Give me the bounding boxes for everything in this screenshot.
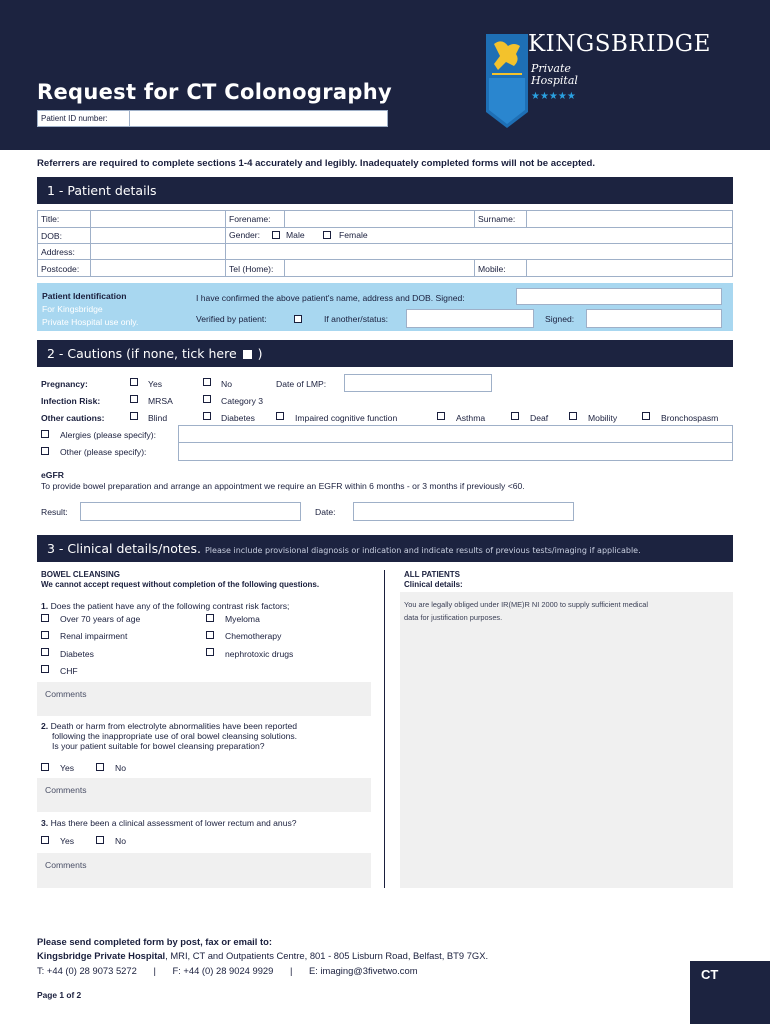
row-address — [37, 243, 733, 260]
pregnancy-yes-label: Yes — [148, 379, 163, 389]
blind-checkbox[interactable] — [130, 412, 138, 420]
pregnancy-no-checkbox[interactable] — [203, 378, 211, 386]
legal-line-2: data for justification purposes. — [404, 613, 503, 622]
header-banner — [0, 0, 770, 150]
q1-comments-field[interactable] — [37, 682, 371, 716]
footer-org: Kingsbridge Private Hospital — [37, 950, 166, 961]
mrsa-label: MRSA — [148, 396, 173, 406]
another-status-field[interactable] — [406, 309, 534, 328]
date-field[interactable] — [353, 502, 574, 521]
divider — [526, 259, 527, 277]
page-title: Request for CT Colonography — [37, 80, 392, 104]
shield-logo-icon — [486, 34, 528, 128]
diabetes-caution-checkbox[interactable] — [203, 412, 211, 420]
egfr-text: To provide bowel preparation and arrange an appointment we require an EGFR within 6 months - or 3 months if previously <60. — [41, 481, 525, 491]
q2-comments-field[interactable] — [37, 778, 371, 812]
postcode-label: Postcode: — [41, 264, 80, 274]
diabetes-caution-label: Diabetes — [221, 413, 255, 423]
chemo-label: Chemotherapy — [225, 631, 282, 641]
row-dob — [37, 227, 733, 244]
q2-line-2: following the inappropriate use of oral bowel cleansing solutions. — [52, 731, 298, 741]
verified-label: Verified by patient: — [196, 314, 267, 324]
male-label: Male — [286, 230, 305, 240]
q3-no-label: No — [115, 836, 126, 846]
section-2-title: 2 - Cautions (if none, tick here — [47, 346, 237, 361]
divider — [474, 210, 475, 228]
legal-line-1: You are legally obliged under IR(ME)R NI 2000 to supply sufficient medical — [404, 600, 649, 609]
footer-address-line — [37, 950, 488, 961]
renal-label: Renal impairment — [60, 631, 128, 641]
deaf-checkbox[interactable] — [511, 412, 519, 420]
signed-field[interactable] — [586, 309, 722, 328]
q3-number: 3. — [41, 818, 49, 828]
section-2-heading — [37, 340, 733, 367]
cognitive-checkbox[interactable] — [276, 412, 284, 420]
blind-label: Blind — [148, 413, 168, 423]
diabetes-risk-label: Diabetes — [60, 649, 94, 659]
footer-tel: T: +44 (0) 28 9073 5272 — [37, 965, 137, 976]
footer-email[interactable]: E: imaging@3fivetwo.com — [309, 965, 418, 976]
mrsa-checkbox[interactable] — [130, 395, 138, 403]
allergies-label: Alergies (please specify): — [60, 430, 157, 440]
cat3-checkbox[interactable] — [203, 395, 211, 403]
q3-yes-checkbox[interactable] — [41, 836, 49, 844]
asthma-label: Asthma — [456, 413, 486, 423]
pregnancy-yes-checkbox[interactable] — [130, 378, 138, 386]
all-patients-title: ALL PATIENTS — [404, 570, 460, 579]
mobility-checkbox[interactable] — [569, 412, 577, 420]
signed-label: Signed: — [545, 314, 575, 324]
q2-yes-label: Yes — [60, 763, 75, 773]
over70-label: Over 70 years of age — [60, 614, 141, 624]
q3-no-checkbox[interactable] — [96, 836, 104, 844]
section-2-title-end: ) — [257, 346, 263, 361]
another-label: If another/status: — [324, 314, 389, 324]
page-number: Page 1 of 2 — [37, 990, 82, 1000]
mobility-label: Mobility — [588, 413, 618, 423]
chf-label: CHF — [60, 666, 78, 676]
ct-tab: CT — [690, 961, 770, 1024]
clinical-details-field[interactable] — [400, 592, 733, 888]
section-1-title: 1 - Patient details — [47, 183, 157, 198]
female-checkbox[interactable] — [323, 231, 331, 239]
none-checkbox[interactable] — [243, 350, 252, 359]
address-label: Address: — [41, 247, 75, 257]
renal-checkbox[interactable] — [41, 631, 49, 639]
verified-checkbox[interactable] — [294, 315, 302, 323]
male-checkbox[interactable] — [272, 231, 280, 239]
logo-sub-private: Private — [531, 62, 571, 75]
lmp-label: Date of LMP: — [276, 379, 327, 389]
column-divider — [384, 570, 385, 888]
q2-yes-checkbox[interactable] — [41, 763, 49, 771]
q2-line-1 — [41, 721, 297, 731]
bronchospasm-label: Bronchospasm — [661, 413, 719, 423]
female-label: Female — [339, 230, 368, 240]
infection-label: Infection Risk: — [41, 396, 101, 406]
q2-number: 2. — [41, 721, 49, 731]
logo-stars: ★★★★★ — [531, 91, 576, 102]
q3-text — [41, 818, 297, 828]
chf-checkbox[interactable] — [41, 665, 49, 673]
section-3-title: 3 - Clinical details/notes. — [47, 541, 201, 556]
row-title — [37, 210, 733, 228]
bowel-title: BOWEL CLEANSING — [41, 570, 120, 579]
chemo-checkbox[interactable] — [206, 631, 214, 639]
forename-label: Forename: — [229, 214, 271, 224]
logo-sub-hospital: Hospital — [531, 74, 578, 87]
row-postcode — [37, 259, 733, 277]
deaf-label: Deaf — [530, 413, 549, 423]
section-3-note: Please include provisional diagnosis or indication and indicate results of previous tests/imaging if applicable. — [204, 546, 641, 555]
logo-name: KINGSBRIDGE — [528, 31, 711, 57]
footer-contacts — [37, 965, 418, 976]
pregnancy-no-label: No — [221, 379, 232, 389]
bronchospasm-checkbox[interactable] — [642, 412, 650, 420]
section-3-heading — [37, 535, 733, 562]
nephrotoxic-label: nephrotoxic drugs — [225, 649, 294, 659]
q3-yes-label: Yes — [60, 836, 75, 846]
diabetes-risk-checkbox[interactable] — [41, 648, 49, 656]
divider — [526, 210, 527, 228]
q2-line-3: Is your patient suitable for bowel cleansing preparation? — [52, 741, 265, 751]
q3-comments-label: Comments — [45, 860, 87, 870]
patient-id-label: Patient ID number: — [38, 111, 130, 126]
divider — [474, 259, 475, 277]
q2-comments-label: Comments — [45, 785, 87, 795]
q1-comments-label: Comments — [45, 689, 87, 699]
id-note-2: Private Hospital use only. — [42, 317, 139, 327]
bowel-subtitle: We cannot accept request without completion of the following questions. — [41, 580, 320, 589]
divider — [284, 210, 285, 228]
id-note-1: For Kingsbridge — [42, 304, 103, 314]
over70-checkbox[interactable] — [41, 614, 49, 622]
asthma-checkbox[interactable] — [437, 412, 445, 420]
dob-label: DOB: — [41, 231, 63, 241]
cognitive-label: Impaired cognitive function — [295, 413, 398, 423]
allergies-field[interactable] — [178, 425, 733, 443]
divider — [284, 259, 285, 277]
id-heading: Patient Identification — [42, 291, 127, 301]
q1-text — [41, 601, 289, 611]
other-field[interactable] — [178, 442, 733, 461]
confirm-signature-field[interactable] — [516, 288, 722, 305]
cat3-label: Category 3 — [221, 396, 264, 406]
q3-comments-field[interactable] — [37, 853, 371, 888]
lmp-field[interactable] — [344, 374, 492, 392]
tel-label: Tel (Home): — [229, 264, 274, 274]
mobile-label: Mobile: — [478, 264, 506, 274]
confirm-text: I have confirmed the above patient's name, address and DOB. Signed: — [196, 293, 465, 303]
footer-fax: F: +44 (0) 28 9024 9929 — [172, 965, 274, 976]
q3-question: Has there been a clinical assessment of lower rectum and anus? — [50, 818, 297, 828]
q2-no-checkbox[interactable] — [96, 763, 104, 771]
other-cautions-label: Other cautions: — [41, 413, 105, 423]
footer-send: Please send completed form by post, fax or email to: — [37, 936, 272, 947]
date-label: Date: — [315, 507, 336, 517]
myeloma-label: Myeloma — [225, 614, 260, 624]
intro-text: Referrers are required to complete sections 1-4 accurately and legibly. Inadequately completed forms will not be accepted. — [37, 158, 596, 169]
nephrotoxic-checkbox[interactable] — [206, 648, 214, 656]
q2-text-1: Death or harm from electrolyte abnormalities have been reported — [50, 721, 298, 731]
result-label: Result: — [41, 507, 68, 517]
pregnancy-label: Pregnancy: — [41, 379, 88, 389]
q1-question: Does the patient have any of the following contrast risk factors; — [50, 601, 290, 611]
gender-label: Gender: — [229, 230, 261, 240]
section-1-heading — [37, 177, 733, 204]
q1-number: 1. — [41, 601, 49, 611]
all-patients-subtitle: Clinical details: — [404, 580, 463, 589]
patient-id-field[interactable] — [37, 110, 388, 127]
logo-subtitle — [531, 63, 578, 87]
allergies-checkbox[interactable] — [41, 430, 49, 438]
surname-label: Surname: — [478, 214, 516, 224]
q2-no-label: No — [115, 763, 126, 773]
other-label: Other (please specify): — [60, 447, 147, 457]
result-field[interactable] — [80, 502, 301, 521]
egfr-title: eGFR — [41, 470, 64, 480]
myeloma-checkbox[interactable] — [206, 614, 214, 622]
other-checkbox[interactable] — [41, 447, 49, 455]
footer-address: , MRI, CT and Outpatients Centre, 801 - 805 Lisburn Road, Belfast, BT9 7GX. — [165, 950, 489, 961]
footer-sep: | — [153, 965, 156, 976]
title-label: Title: — [41, 214, 60, 224]
footer-sep: | — [289, 965, 293, 976]
